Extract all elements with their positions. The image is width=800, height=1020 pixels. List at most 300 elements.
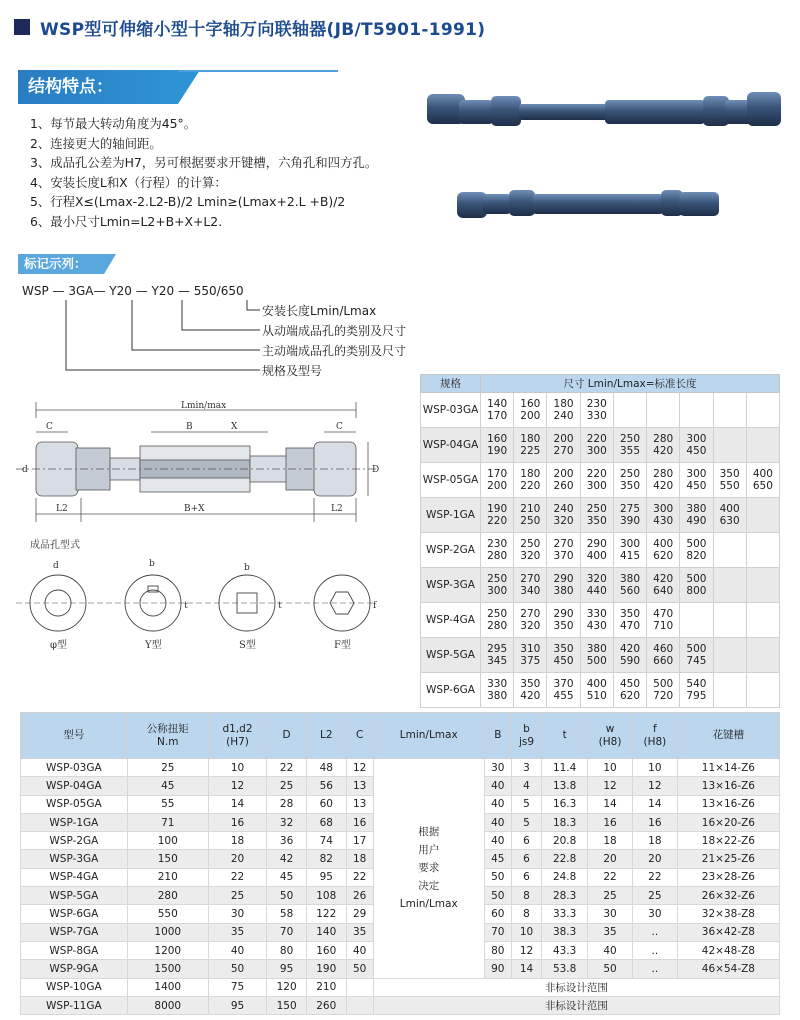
spec-table-cell: WSP-03GA xyxy=(21,759,128,777)
spec-table-cell: 80 xyxy=(267,941,307,959)
coupling-short-image xyxy=(455,180,725,230)
spec-table-cell: 16 xyxy=(208,813,266,831)
size-table-cell xyxy=(680,603,713,638)
feature-item: 3、成品孔公差为H7，另可根据要求开键槽，六角孔和四方孔。 xyxy=(30,155,378,170)
size-table-cell: 330 430 xyxy=(580,603,613,638)
page-header xyxy=(14,14,485,40)
spec-table-cell: 5 xyxy=(511,795,541,813)
size-table xyxy=(420,374,780,708)
spec-table-cell: 95 xyxy=(208,996,266,1014)
size-table-cell: 295 345 xyxy=(481,638,514,673)
spec-table-cell: 13×16-Z6 xyxy=(677,777,779,795)
mark-label: 主动端成品孔的类别及尺寸 xyxy=(262,344,407,358)
spec-table-cell: 6 xyxy=(511,850,541,868)
spec-table-cell: 190 xyxy=(306,960,346,978)
spec-table-cell: 48 xyxy=(306,759,346,777)
size-table-cell: 180 225 xyxy=(514,428,547,463)
spec-table-cell: 12 xyxy=(588,777,633,795)
spec-table-cell: 71 xyxy=(127,813,208,831)
spec-table-cell: 30 xyxy=(208,905,266,923)
spec-table-cell: 68 xyxy=(306,813,346,831)
spec-table-cell: 20 xyxy=(588,850,633,868)
size-table-cell xyxy=(746,673,779,708)
spec-table xyxy=(20,712,780,1015)
size-table-cell: 380 560 xyxy=(613,568,646,603)
size-table-header-model: 规格 xyxy=(421,375,481,393)
size-table-cell: 160 200 xyxy=(514,393,547,428)
spec-table-header: w (H8) xyxy=(588,713,633,759)
size-table-model: WSP-2GA xyxy=(421,533,481,568)
spec-table-cell: 20.8 xyxy=(542,832,588,850)
spec-table-header: b js9 xyxy=(511,713,541,759)
size-table-cell xyxy=(713,673,746,708)
spec-table-cell: 16×20-Z6 xyxy=(677,813,779,831)
spec-table-cell: .. xyxy=(632,923,677,941)
size-table-cell: 240 320 xyxy=(547,498,580,533)
spec-table-cell: 50 xyxy=(208,960,266,978)
spec-table-cell: 150 xyxy=(127,850,208,868)
spec-table-cell: 22.8 xyxy=(542,850,588,868)
bore-type-label: S型 xyxy=(239,640,256,651)
spec-table-cell: 14 xyxy=(511,960,541,978)
spec-table-cell: WSP-3GA xyxy=(21,850,128,868)
size-table-cell: 500 745 xyxy=(680,638,713,673)
spec-table-cell: 29 xyxy=(346,905,373,923)
dim-label: D xyxy=(372,465,380,475)
spec-table-cell: 8 xyxy=(511,887,541,905)
size-table-row xyxy=(421,638,780,673)
spec-table-cell: WSP-6GA xyxy=(21,905,128,923)
size-table-cell xyxy=(680,393,713,428)
spec-table-cell: 18 xyxy=(588,832,633,850)
spec-table-header: 公称扭矩 N.m xyxy=(127,713,208,759)
spec-table-cell: 60 xyxy=(306,795,346,813)
spec-table-cell: 25 xyxy=(632,887,677,905)
spec-table-cell: 30 xyxy=(484,759,511,777)
spec-table-cell: 108 xyxy=(306,887,346,905)
size-table-cell: 400 510 xyxy=(580,673,613,708)
spec-table-cell: 20 xyxy=(208,850,266,868)
spec-table-cell: 35 xyxy=(588,923,633,941)
spec-table-row xyxy=(21,996,780,1014)
spec-table-cell: 16.3 xyxy=(542,795,588,813)
mark-example xyxy=(22,284,442,384)
spec-table-cell: 4 xyxy=(511,777,541,795)
spec-table-cell: 16 xyxy=(346,813,373,831)
spec-table-cell: 40 xyxy=(588,941,633,959)
size-table-cell: 350 470 xyxy=(613,603,646,638)
spec-table-cell: 36×42-Z8 xyxy=(677,923,779,941)
spec-table-cell: 18 xyxy=(632,832,677,850)
size-table-cell: 500 720 xyxy=(647,673,680,708)
spec-table-cell: 140 xyxy=(306,923,346,941)
spec-table-cell: 50 xyxy=(484,887,511,905)
spec-table-cell: 22 xyxy=(588,868,633,886)
size-table-cell: 380 490 xyxy=(680,498,713,533)
size-table-cell xyxy=(746,568,779,603)
size-table-cell: 400 650 xyxy=(746,463,779,498)
spec-table-cell: 10 xyxy=(632,759,677,777)
spec-table-cell: 28.3 xyxy=(542,887,588,905)
coupling-long-image xyxy=(425,82,785,142)
feature-item: 4、安装长度L和X（行程）的计算： xyxy=(30,174,227,190)
size-table-row xyxy=(421,673,780,708)
size-table-cell xyxy=(746,393,779,428)
size-table-cell: 140 170 xyxy=(481,393,514,428)
spec-table-cell: WSP-4GA xyxy=(21,868,128,886)
size-table-cell: 170 200 xyxy=(481,463,514,498)
spec-table-cell: 22 xyxy=(346,868,373,886)
spec-table-header: d1,d2 (H7) xyxy=(208,713,266,759)
size-table-cell: 420 590 xyxy=(613,638,646,673)
size-table-row xyxy=(421,393,780,428)
spec-table-cell: 22 xyxy=(632,868,677,886)
size-table-model: WSP-3GA xyxy=(421,568,481,603)
spec-table-cell: 18 xyxy=(346,850,373,868)
spec-table-cell: 260 xyxy=(306,996,346,1014)
size-table-row xyxy=(421,568,780,603)
spec-table-cell: 58 xyxy=(267,905,307,923)
spec-table-header: D xyxy=(267,713,307,759)
size-table-model: WSP-4GA xyxy=(421,603,481,638)
spec-table-cell: 50 xyxy=(484,868,511,886)
mark-label: 安装长度Lmin/Lmax xyxy=(262,304,377,318)
spec-table-cell: 11×14-Z6 xyxy=(677,759,779,777)
spec-table-cell: WSP-10GA xyxy=(21,978,128,996)
spec-table-cell: 8000 xyxy=(127,996,208,1014)
spec-table-cell: 10 xyxy=(208,759,266,777)
spec-table-cell: WSP-05GA xyxy=(21,795,128,813)
spec-table-cell: 11.4 xyxy=(542,759,588,777)
size-table-cell: 350 550 xyxy=(713,463,746,498)
spec-table-cell: 280 xyxy=(127,887,208,905)
size-table-cell: 420 640 xyxy=(647,568,680,603)
spec-table-cell: 18.3 xyxy=(542,813,588,831)
spec-table-cell: 12 xyxy=(511,941,541,959)
spec-table-cell xyxy=(346,996,373,1014)
spec-table-cell: 16 xyxy=(632,813,677,831)
spec-table-cell: 13×16-Z6 xyxy=(677,795,779,813)
spec-table-cell: WSP-1GA xyxy=(21,813,128,831)
size-table-cell: 300 415 xyxy=(613,533,646,568)
dim-label: d xyxy=(22,465,28,475)
size-table-cell xyxy=(746,533,779,568)
size-table-cell: 290 350 xyxy=(547,603,580,638)
bore-dim-label: t xyxy=(278,601,282,611)
spec-table-cell: 45 xyxy=(267,868,307,886)
size-table-cell: 270 320 xyxy=(514,603,547,638)
spec-table-cell: 45 xyxy=(484,850,511,868)
spec-table-cell: 40 xyxy=(208,941,266,959)
spec-table-cell: 1000 xyxy=(127,923,208,941)
spec-table-cell: 36 xyxy=(267,832,307,850)
spec-table-cell: 17 xyxy=(346,832,373,850)
size-table-row xyxy=(421,603,780,638)
spec-table-cell: 32 xyxy=(267,813,307,831)
bore-dim-label: b xyxy=(244,563,250,573)
size-table-cell: 230 280 xyxy=(481,533,514,568)
dim-label: L2 xyxy=(56,504,68,514)
size-table-cell: 270 370 xyxy=(547,533,580,568)
spec-table-cell: 28 xyxy=(267,795,307,813)
features-list xyxy=(30,114,377,231)
size-table-cell: 250 280 xyxy=(481,603,514,638)
spec-table-cell: 95 xyxy=(306,868,346,886)
spec-table-cell: 26×32-Z6 xyxy=(677,887,779,905)
size-table-cell: 250 355 xyxy=(613,428,646,463)
spec-table-cell: 82 xyxy=(306,850,346,868)
spec-table-cell: WSP-11GA xyxy=(21,996,128,1014)
spec-table-cell: .. xyxy=(632,960,677,978)
size-table-model: WSP-6GA xyxy=(421,673,481,708)
bore-dim-label: b xyxy=(149,559,155,569)
spec-table-cell: 32×38-Z8 xyxy=(677,905,779,923)
size-table-cell xyxy=(746,638,779,673)
spec-table-cell: 3 xyxy=(511,759,541,777)
size-table-cell: 450 620 xyxy=(613,673,646,708)
spec-table-cell: WSP-7GA xyxy=(21,923,128,941)
size-table-cell: 275 390 xyxy=(613,498,646,533)
title-square-icon xyxy=(14,19,30,35)
spec-table-cell: 46×54-Z8 xyxy=(677,960,779,978)
size-table-cell: 290 380 xyxy=(547,568,580,603)
spec-table-cell: 10 xyxy=(511,923,541,941)
size-table-cell: 400 630 xyxy=(713,498,746,533)
size-table-cell: 540 795 xyxy=(680,673,713,708)
spec-table-header: t xyxy=(542,713,588,759)
spec-table-cell: WSP-04GA xyxy=(21,777,128,795)
size-table-cell: 220 300 xyxy=(580,463,613,498)
features-heading: 结构特点： xyxy=(18,70,178,104)
size-table-cell: 500 820 xyxy=(680,533,713,568)
spec-table-cell: 18 xyxy=(208,832,266,850)
spec-table-row xyxy=(21,759,780,777)
size-table-cell: 470 710 xyxy=(647,603,680,638)
bore-type-label: F型 xyxy=(334,640,351,651)
spec-table-cell: 25 xyxy=(267,777,307,795)
spec-table-cell: 40 xyxy=(484,777,511,795)
bore-dim-label: f xyxy=(373,601,377,611)
spec-table-cell: .. xyxy=(632,941,677,959)
spec-table-cell: 6 xyxy=(511,832,541,850)
size-table-cell: 320 440 xyxy=(580,568,613,603)
bore-dim-label: t xyxy=(184,601,188,611)
spec-table-cell: 56 xyxy=(306,777,346,795)
spec-table-cell: 1200 xyxy=(127,941,208,959)
spec-table-cell: 35 xyxy=(208,923,266,941)
spec-table-cell: WSP-2GA xyxy=(21,832,128,850)
spec-table-cell: 30 xyxy=(588,905,633,923)
heading-divider xyxy=(178,70,338,72)
spec-table-header: f (H8) xyxy=(632,713,677,759)
spec-table-header: Lmin/Lmax xyxy=(373,713,484,759)
spec-table-cell: 40 xyxy=(346,941,373,959)
spec-table-cell: 210 xyxy=(306,978,346,996)
size-table-cell: 300 450 xyxy=(680,428,713,463)
dim-label: C xyxy=(336,422,343,432)
spec-table-header: B xyxy=(484,713,511,759)
spec-table-cell: 40 xyxy=(484,813,511,831)
mark-heading: 标记示列： xyxy=(18,254,104,274)
size-table-cell: 290 400 xyxy=(580,533,613,568)
spec-table-cell: 26 xyxy=(346,887,373,905)
size-table-cell: 250 300 xyxy=(481,568,514,603)
spec-table-row xyxy=(21,978,780,996)
spec-table-cell: 38.3 xyxy=(542,923,588,941)
spec-table-cell: 25 xyxy=(208,887,266,905)
size-table-cell: 200 270 xyxy=(547,428,580,463)
spec-table-cell: 90 xyxy=(484,960,511,978)
size-table-cell: 400 620 xyxy=(647,533,680,568)
size-table-cell xyxy=(713,603,746,638)
spec-table-cell: 120 xyxy=(267,978,307,996)
spec-table-cell: 50 xyxy=(588,960,633,978)
size-table-cell: 300 430 xyxy=(647,498,680,533)
bore-title: 成品孔型式 xyxy=(30,540,80,551)
size-table-cell: 280 420 xyxy=(647,463,680,498)
spec-table-cell: 74 xyxy=(306,832,346,850)
spec-table-cell: 95 xyxy=(267,960,307,978)
size-table-cell: 270 340 xyxy=(514,568,547,603)
size-table-row xyxy=(421,463,780,498)
size-table-cell: 230 330 xyxy=(580,393,613,428)
bore-type-label: Y型 xyxy=(145,640,162,651)
size-table-row xyxy=(421,533,780,568)
spec-table-cell: 13 xyxy=(346,795,373,813)
spec-table-cell: 45 xyxy=(127,777,208,795)
size-table-cell xyxy=(613,393,646,428)
feature-item: 1、每节最大转动角度为45°。 xyxy=(30,116,197,131)
size-table-cell: 350 450 xyxy=(547,638,580,673)
size-table-cell: 330 380 xyxy=(481,673,514,708)
size-table-cell: 180 220 xyxy=(514,463,547,498)
spec-table-cell: 30 xyxy=(632,905,677,923)
spec-table-cell: 16 xyxy=(588,813,633,831)
spec-table-cell: 75 xyxy=(208,978,266,996)
size-table-model: WSP-04GA xyxy=(421,428,481,463)
size-table-model: WSP-1GA xyxy=(421,498,481,533)
spec-table-cell: 20 xyxy=(632,850,677,868)
spec-table-cell: 53.8 xyxy=(542,960,588,978)
size-table-cell xyxy=(713,393,746,428)
size-table-cell xyxy=(647,393,680,428)
spec-table-cell: 22 xyxy=(208,868,266,886)
dim-label: L2 xyxy=(331,504,343,514)
bore-dim-label: d xyxy=(53,561,59,571)
spec-table-cell: 60 xyxy=(484,905,511,923)
spec-table-header: C xyxy=(346,713,373,759)
spec-table-cell: 22 xyxy=(267,759,307,777)
size-table-cell: 280 420 xyxy=(647,428,680,463)
size-table-cell: 380 500 xyxy=(580,638,613,673)
spec-table-cell: 550 xyxy=(127,905,208,923)
spec-table-cell: 25 xyxy=(588,887,633,905)
spec-table-cell: 160 xyxy=(306,941,346,959)
size-table-cell: 210 250 xyxy=(514,498,547,533)
mark-sequence: WSP — 3GA— Y20 — Y20 — 550/650 xyxy=(22,284,244,298)
page-title: WSP型可伸缩小型十字轴万向联轴器(JB/T5901-1991) xyxy=(40,19,486,40)
size-table-model: WSP-5GA xyxy=(421,638,481,673)
spec-table-cell: 25 xyxy=(127,759,208,777)
dim-label: B xyxy=(186,422,193,432)
size-table-cell: 460 660 xyxy=(647,638,680,673)
size-table-cell xyxy=(746,603,779,638)
spec-table-cell: 80 xyxy=(484,941,511,959)
spec-table-header: 型号 xyxy=(21,713,128,759)
dim-label: C xyxy=(46,422,53,432)
spec-table-cell: 33.3 xyxy=(542,905,588,923)
size-table-cell: 350 420 xyxy=(514,673,547,708)
size-table-model: WSP-05GA xyxy=(421,463,481,498)
lmin-note-cell: 根据 用户 要求 决定 Lmin/Lmax xyxy=(373,759,484,979)
dim-label: B+X xyxy=(184,504,205,514)
spec-table-cell: WSP-9GA xyxy=(21,960,128,978)
spec-table-cell: 10 xyxy=(588,759,633,777)
spec-table-cell: 12 xyxy=(632,777,677,795)
spec-table-cell: 42×48-Z8 xyxy=(677,941,779,959)
nonstd-cell: 非标设计范围 xyxy=(373,996,779,1014)
size-table-cell: 370 455 xyxy=(547,673,580,708)
spec-table-cell: 14 xyxy=(632,795,677,813)
spec-table-cell: 14 xyxy=(588,795,633,813)
spec-table-cell: 1400 xyxy=(127,978,208,996)
spec-table-cell: 35 xyxy=(346,923,373,941)
size-table-header-size: 尺寸 Lmin/Lmax=标准长度 xyxy=(481,375,780,393)
spec-table-cell: 12 xyxy=(346,759,373,777)
spec-table-cell: 13.8 xyxy=(542,777,588,795)
spec-table-cell: 40 xyxy=(484,832,511,850)
spec-table-cell: WSP-8GA xyxy=(21,941,128,959)
spec-table-cell xyxy=(346,978,373,996)
size-table-cell xyxy=(746,428,779,463)
spec-table-cell: 122 xyxy=(306,905,346,923)
size-table-cell xyxy=(713,568,746,603)
spec-table-cell: 24.8 xyxy=(542,868,588,886)
spec-table-cell: 150 xyxy=(267,996,307,1014)
size-table-cell: 220 300 xyxy=(580,428,613,463)
spec-table-cell: 40 xyxy=(484,795,511,813)
size-table-cell: 160 190 xyxy=(481,428,514,463)
spec-table-cell: WSP-5GA xyxy=(21,887,128,905)
spec-table-cell: 23×28-Z6 xyxy=(677,868,779,886)
feature-item: 6、最小尺寸Lmin=L2+B+X+L2. xyxy=(30,213,223,229)
spec-table-cell: 5 xyxy=(511,813,541,831)
spec-table-cell: 1500 xyxy=(127,960,208,978)
size-table-row xyxy=(421,498,780,533)
size-table-cell: 300 450 xyxy=(680,463,713,498)
technical-drawing xyxy=(16,398,406,688)
spec-table-cell: 14 xyxy=(208,795,266,813)
spec-table-cell: 55 xyxy=(127,795,208,813)
size-table-cell: 310 375 xyxy=(514,638,547,673)
size-table-cell xyxy=(713,533,746,568)
size-table-cell: 180 240 xyxy=(547,393,580,428)
size-table-cell: 200 260 xyxy=(547,463,580,498)
spec-table-cell: 21×25-Z6 xyxy=(677,850,779,868)
nonstd-cell: 非标设计范围 xyxy=(373,978,779,996)
feature-item: 2、连接更大的轴间距。 xyxy=(30,135,162,151)
size-table-cell: 250 350 xyxy=(613,463,646,498)
spec-table-cell: 6 xyxy=(511,868,541,886)
size-table-cell: 250 320 xyxy=(514,533,547,568)
spec-table-cell: 70 xyxy=(484,923,511,941)
spec-table-cell: 13 xyxy=(346,777,373,795)
size-table-cell xyxy=(746,498,779,533)
spec-table-cell: 12 xyxy=(208,777,266,795)
dim-label: X xyxy=(231,422,238,432)
size-table-cell xyxy=(713,638,746,673)
spec-table-header: L2 xyxy=(306,713,346,759)
